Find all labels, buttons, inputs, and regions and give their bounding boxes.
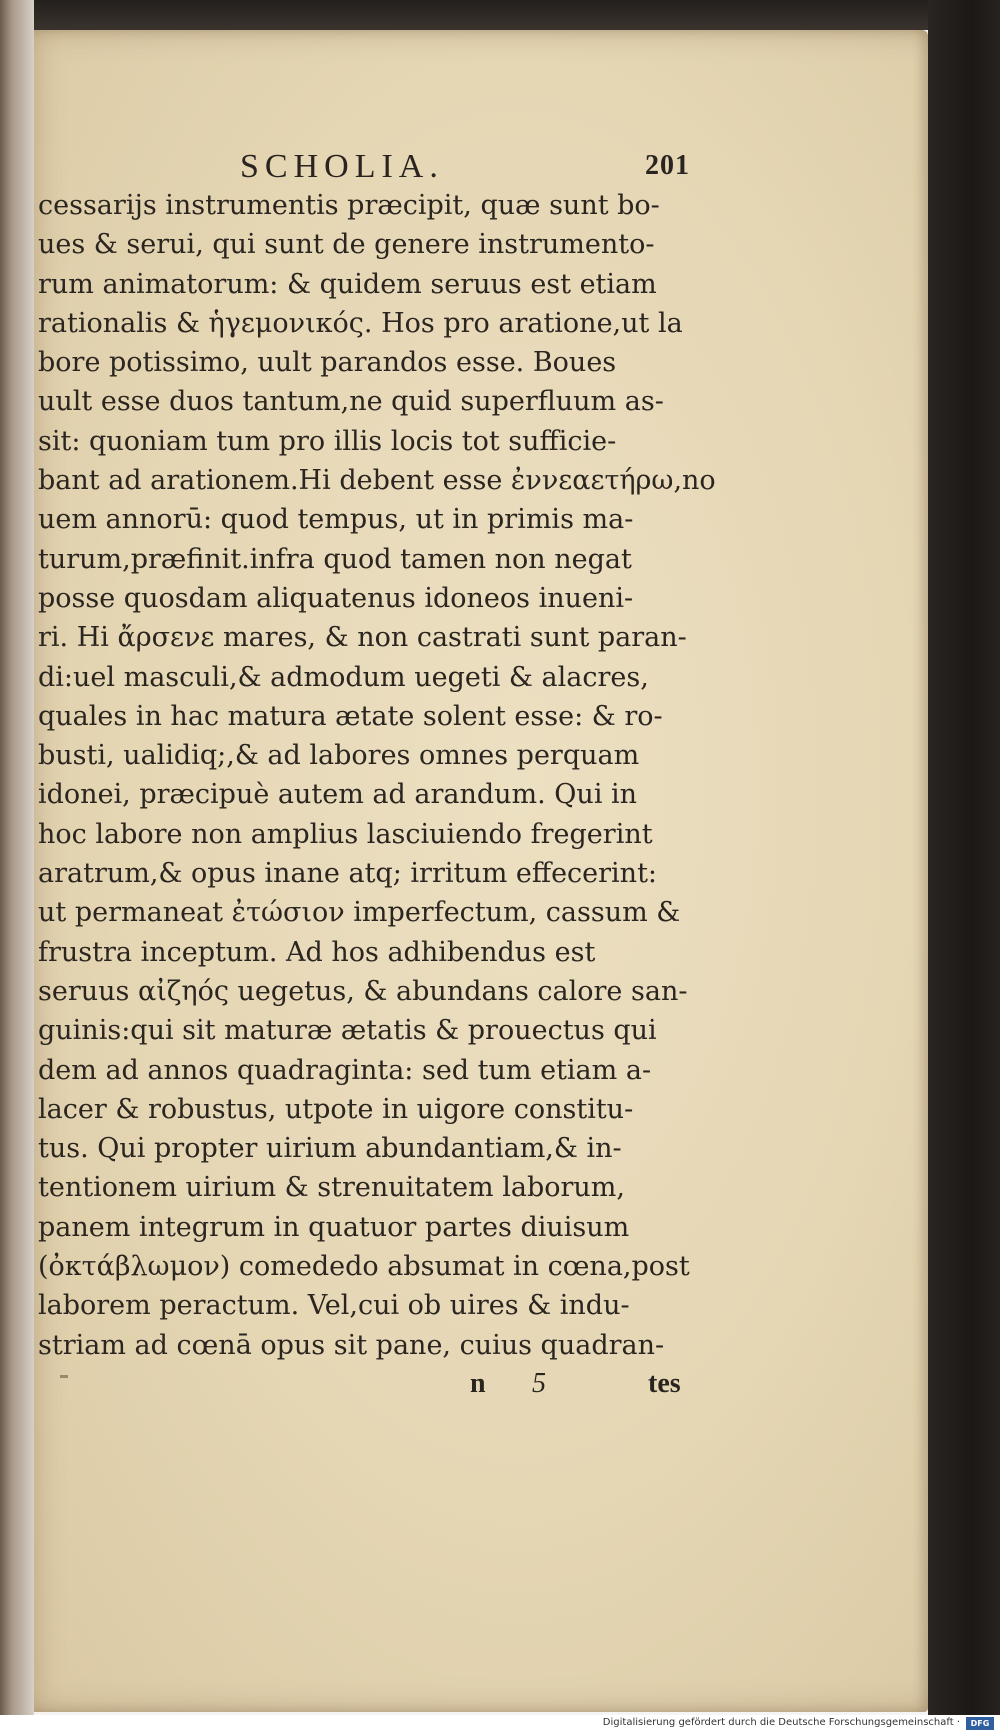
text-line: idonei, præcipuè autem ad arandum. Qui in: [38, 779, 638, 811]
footer-credit: Digitalisierung gefördert durch die Deutsche Forschungsgemeinschaft ·: [602, 1717, 960, 1728]
text-line: laborem peractum. Vel,cui ob uires & indu-: [38, 1290, 630, 1322]
text-line: ri. Hi ἄρσενε mares, & non castrati sunt paran-: [38, 622, 687, 654]
text-line: cessarijs instrumentis præcipit, quæ sunt bo-: [38, 190, 660, 221]
text-line: lacer & robustus, utpote in uigore constitu-: [38, 1093, 634, 1125]
text-line: tus. Qui propter uirium abundantiam,& in-: [38, 1133, 622, 1165]
text-line: dem ad annos quadraginta: sed tum etiam a-: [38, 1054, 652, 1086]
catchword: tes: [648, 1368, 681, 1399]
text-line: ut permaneat ἐτώσιον imperfectum, cassum &: [38, 897, 681, 929]
spine-shadow: [0, 0, 34, 1734]
digitization-footer: [0, 1715, 1000, 1734]
text-line: rum animatorum: & quidem seruus est etiam: [38, 268, 657, 300]
text-line: di:uel masculi,& admodum uegeti & alacres,: [38, 661, 649, 693]
text-line: guinis:qui sit maturæ ætatis & prouectus qui: [38, 1015, 657, 1047]
running-title: SCHOLIA.: [240, 148, 444, 185]
dfg-logo: DFG: [966, 1717, 994, 1730]
signature-mark: n: [470, 1368, 486, 1399]
text-line: hoc labore non amplius lasciuiendo fregerint: [38, 818, 653, 850]
text-line: rationalis & ἡγεμονικός. Hos pro aratione,ut la: [38, 307, 683, 339]
margin-mark: [60, 1375, 68, 1378]
signature-line: [470, 1368, 700, 1408]
text-line: uem annorū: quod tempus, ut in primis ma-: [38, 504, 634, 536]
text-line: ues & serui, qui sunt de genere instrumento-: [38, 229, 655, 261]
text-line: striam ad cœnā opus sit pane, cuius quadran-: [38, 1329, 665, 1361]
book-board-right: [928, 0, 1000, 1715]
text-line: panem integrum in quatuor partes diuisum: [38, 1211, 630, 1243]
text-line: tentionem uirium & strenuitatem laborum,: [38, 1172, 625, 1204]
text-line: aratrum,& opus inane atq; irritum effecerint:: [38, 858, 658, 890]
text-line: quales in hac matura ætate solent esse: & ro-: [38, 700, 663, 732]
text-line: seruus αἰζηός uegetus, & abundans calore san-: [38, 975, 688, 1007]
text-line: sit: quoniam tum pro illis locis tot sufficie-: [38, 425, 617, 457]
text-line: turum,præfinit.infra quod tamen non negat: [38, 543, 632, 575]
text-line: (ὀκτάβλωμον) comededo absumat in cœna,post: [38, 1251, 690, 1283]
text-line: frustra inceptum. Ad hos adhibendus est: [38, 936, 596, 968]
page-header: [240, 148, 690, 188]
page-number: 201: [645, 150, 690, 181]
signature-number: 5: [532, 1368, 546, 1399]
body-text: [38, 186, 716, 1365]
text-line: busti, ualidiq;,& ad labores omnes perquam: [38, 740, 640, 772]
text-line: posse quosdam aliquatenus idoneos inueni-: [38, 582, 634, 614]
text-line: uult esse duos tantum,ne quid superfluum as-: [38, 386, 664, 418]
text-line: bore potissimo, uult parandos esse. Boues: [38, 347, 617, 379]
book-board-top: [0, 0, 1000, 30]
text-line: bant ad arationem.Hi debent esse ἐννεαετήρω,no: [38, 465, 716, 497]
